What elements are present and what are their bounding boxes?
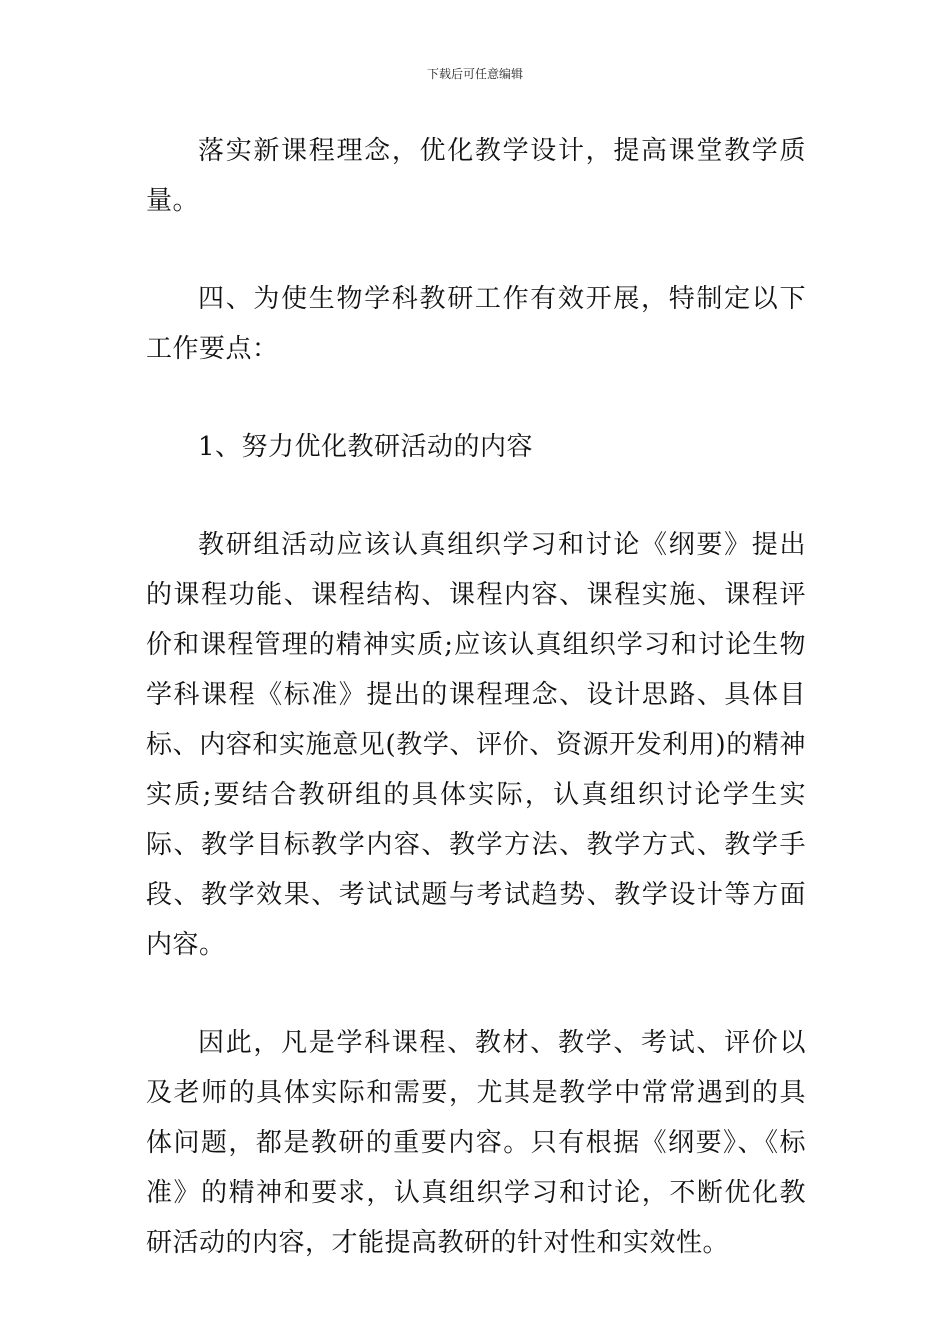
- header-note: 下载后可任意编辑: [426, 67, 523, 81]
- paragraph-conclusion: 因此，凡是学科课程、教材、教学、考试、评价以及老师的具体实际和需要，尤其是教学中常常遇到的具体问题，都是教研的重要内容。只有根据《纲要》、《标准》的精神和要求，认真组织学习和讨论，不断优化教研活动的内容，才能提高教研的针对性和实效性。: [146, 1028, 806, 1258]
- paragraph-activity-content: 教研组活动应该认真组织学习和讨论《纲要》提出的课程功能、课程结构、课程内容、课程实施、课程评价和课程管理的精神实质;应该认真组织学习和讨论生物学科课程《标准》提出的课程理念、设计思路、具体目标、内容和实施意见(教学、评价、资源开发利用)的精神实质;要结合教研组的具体实际，认真组织讨论学生实际、教学目标教学内容、教学方法、教学方式、教学手段、教学效果、考试试题与考试趋势、教学设计等方面内容。: [146, 530, 806, 960]
- document-body: [146, 126, 806, 1268]
- paragraph-intro: 落实新课程理念，优化教学设计，提高课堂教学质量。: [146, 136, 806, 216]
- subheading-one: 1、努力优化教研活动的内容: [198, 432, 534, 462]
- section-heading-four: 四、为使生物学科教研工作有效开展，特制定以下工作要点：: [146, 284, 806, 364]
